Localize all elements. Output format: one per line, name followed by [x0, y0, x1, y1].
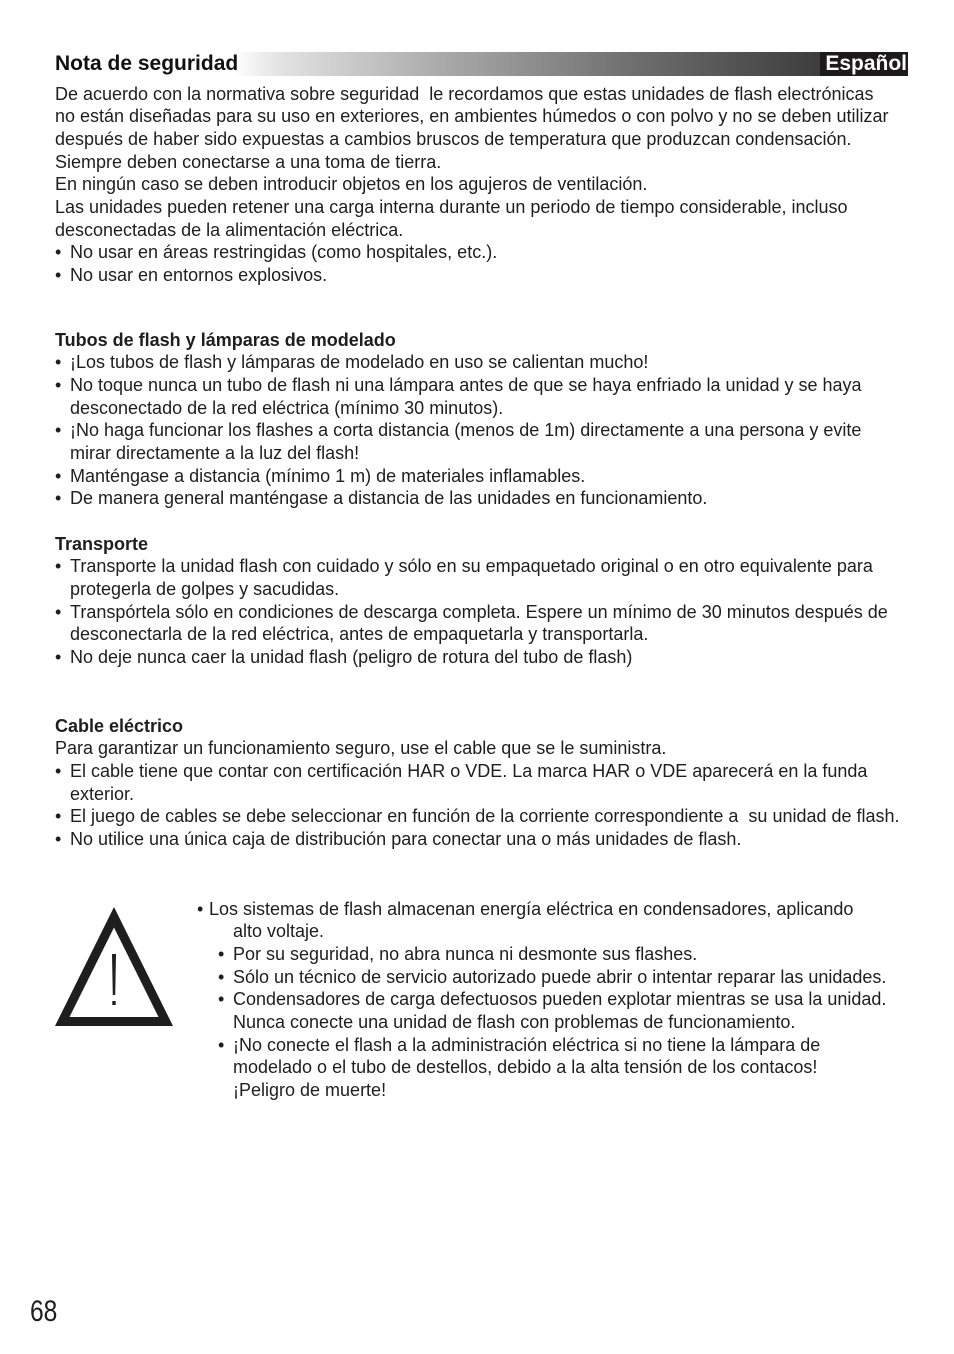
paragraph-line: después de haber sido expuestas a cambios bruscos de temperatura que produzcan condensación.: [55, 128, 852, 149]
bullet-line: • Transporte la unidad flash con cuidado y sólo en su empaquetado original o en otro equivalente para: [70, 555, 908, 578]
bullet-item: [55, 264, 908, 287]
bullet-line: • El cable tiene que contar con certificación HAR o VDE. La marca HAR o VDE aparecerá en la funda: [70, 760, 908, 783]
paragraph-line: no están diseñadas para su uso en exteriores, en ambientes húmedos o con polvo y no se deben utilizar: [55, 106, 889, 127]
bullet-item: [218, 943, 918, 966]
bullet-line: • De manera general manténgase a distancia de las unidades en funcionamiento.: [70, 487, 908, 510]
bullet-item: [218, 988, 918, 1033]
bullet-line: • Transpórtela sólo en condiciones de descarga completa. Espere un mínimo de 30 minutos después de: [70, 601, 908, 624]
bullet-item: [218, 966, 918, 989]
section-heading: Cable eléctrico: [55, 715, 184, 736]
bullet-line: ¡Peligro de muerte!: [233, 1080, 387, 1100]
bullet-item: [209, 898, 918, 943]
page-number: 68: [30, 1295, 58, 1328]
paragraph-line: desconectadas de la alimentación eléctrica.: [55, 219, 404, 240]
power-cable-section: [55, 715, 908, 851]
section-heading: Transporte: [55, 533, 149, 554]
bullet-line: • Condensadores de carga defectuosos pueden explotar mientras se usa la unidad.: [233, 988, 918, 1011]
bullet-line: protegerla de golpes y sacudidas.: [70, 578, 340, 599]
bullet-item: [55, 601, 908, 646]
language-badge: Español: [820, 52, 908, 76]
bullet-line: • ¡No conecte el flash a la administración eléctrica si no tiene la lámpara de: [233, 1034, 918, 1057]
paragraph-line: Siempre deben conectarse a una toma de tierra.: [55, 151, 442, 172]
bullet-item: [55, 419, 908, 464]
paragraph-line: En ningún caso se deben introducir objetos en los agujeros de ventilación.: [55, 174, 648, 195]
intro-section: [55, 83, 908, 287]
paragraph-line: De acuerdo con la normativa sobre seguridad le recordamos que estas unidades de flash electrónicas: [55, 83, 874, 104]
bullet-item: [55, 805, 908, 828]
bullet-line: • Los sistemas de flash almacenan energía eléctrica en condensadores, aplicando: [209, 898, 918, 921]
bullet-line: • No deje nunca caer la unidad flash (peligro de rotura del tubo de flash): [70, 646, 908, 669]
warning-triangle-icon: [55, 907, 173, 1026]
bullet-line: alto voltaje.: [233, 921, 325, 942]
bullet-item: [55, 555, 908, 600]
section-heading: Tubos de flash y lámparas de modelado: [55, 329, 396, 350]
exclamation-stroke: [112, 954, 116, 995]
bullet-line: desconectado de la red eléctrica (mínimo 30 minutos).: [70, 397, 504, 418]
bullet-item: [55, 760, 908, 805]
bullet-line: exterior.: [70, 783, 135, 804]
bullet-line: modelado o el tubo de destellos, debido a la alta tensión de los contacos!: [233, 1057, 818, 1078]
page-title: Nota de seguridad: [55, 52, 239, 75]
bullet-line: • Por su seguridad, no abra nunca ni desmonte sus flashes.: [233, 943, 918, 966]
bullet-line: Nunca conecte una unidad de flash con problemas de funcionamiento.: [233, 1011, 796, 1032]
bullet-item: [55, 487, 908, 510]
bullet-line: • Sólo un técnico de servicio autorizado puede abrir o intentar reparar las unidades.: [233, 966, 918, 989]
bullet-item: [55, 465, 908, 488]
bullet-line: • No usar en áreas restringidas (como hospitales, etc.).: [70, 241, 908, 264]
bullet-item: [55, 646, 908, 669]
bullet-item: [55, 241, 908, 264]
warning-list: [209, 898, 918, 1102]
bullet-line: mirar directamente a la luz del flash!: [70, 442, 360, 463]
bullet-line: • ¡Los tubos de flash y lámparas de modelado en uso se calientan mucho!: [70, 351, 908, 374]
bullet-line: • Manténgase a distancia (mínimo 1 m) de materiales inflamables.: [70, 465, 908, 488]
flash-tubes-section: [55, 329, 908, 511]
exclamation-dot: [112, 1001, 115, 1005]
bullet-line: desconectarla de la red eléctrica, antes de empaquetarla y transportarla.: [70, 624, 649, 645]
bullet-item: [55, 828, 908, 851]
bullet-item: [218, 1034, 918, 1102]
bullet-item: [55, 374, 908, 419]
paragraph-line: Para garantizar un funcionamiento seguro, use el cable que se le suministra.: [55, 738, 667, 759]
bullet-line: • El juego de cables se debe seleccionar en función de la corriente correspondiente a su unidad de flash.: [70, 805, 908, 828]
bullet-line: • No toque nunca un tubo de flash ni una lámpara antes de que se haya enfriado la unidad y se haya: [70, 374, 908, 397]
bullet-item: [55, 351, 908, 374]
bullet-line: • ¡No haga funcionar los flashes a corta distancia (menos de 1m) directamente a una persona y evite: [70, 419, 908, 442]
bullet-line: • No utilice una única caja de distribución para conectar una o más unidades de flash.: [70, 828, 908, 851]
paragraph-line: Las unidades pueden retener una carga interna durante un periodo de tiempo considerable, incluso: [55, 196, 848, 217]
section-header-bar: [55, 52, 908, 76]
transport-section: [55, 533, 908, 669]
bullet-line: • No usar en entornos explosivos.: [70, 264, 908, 287]
